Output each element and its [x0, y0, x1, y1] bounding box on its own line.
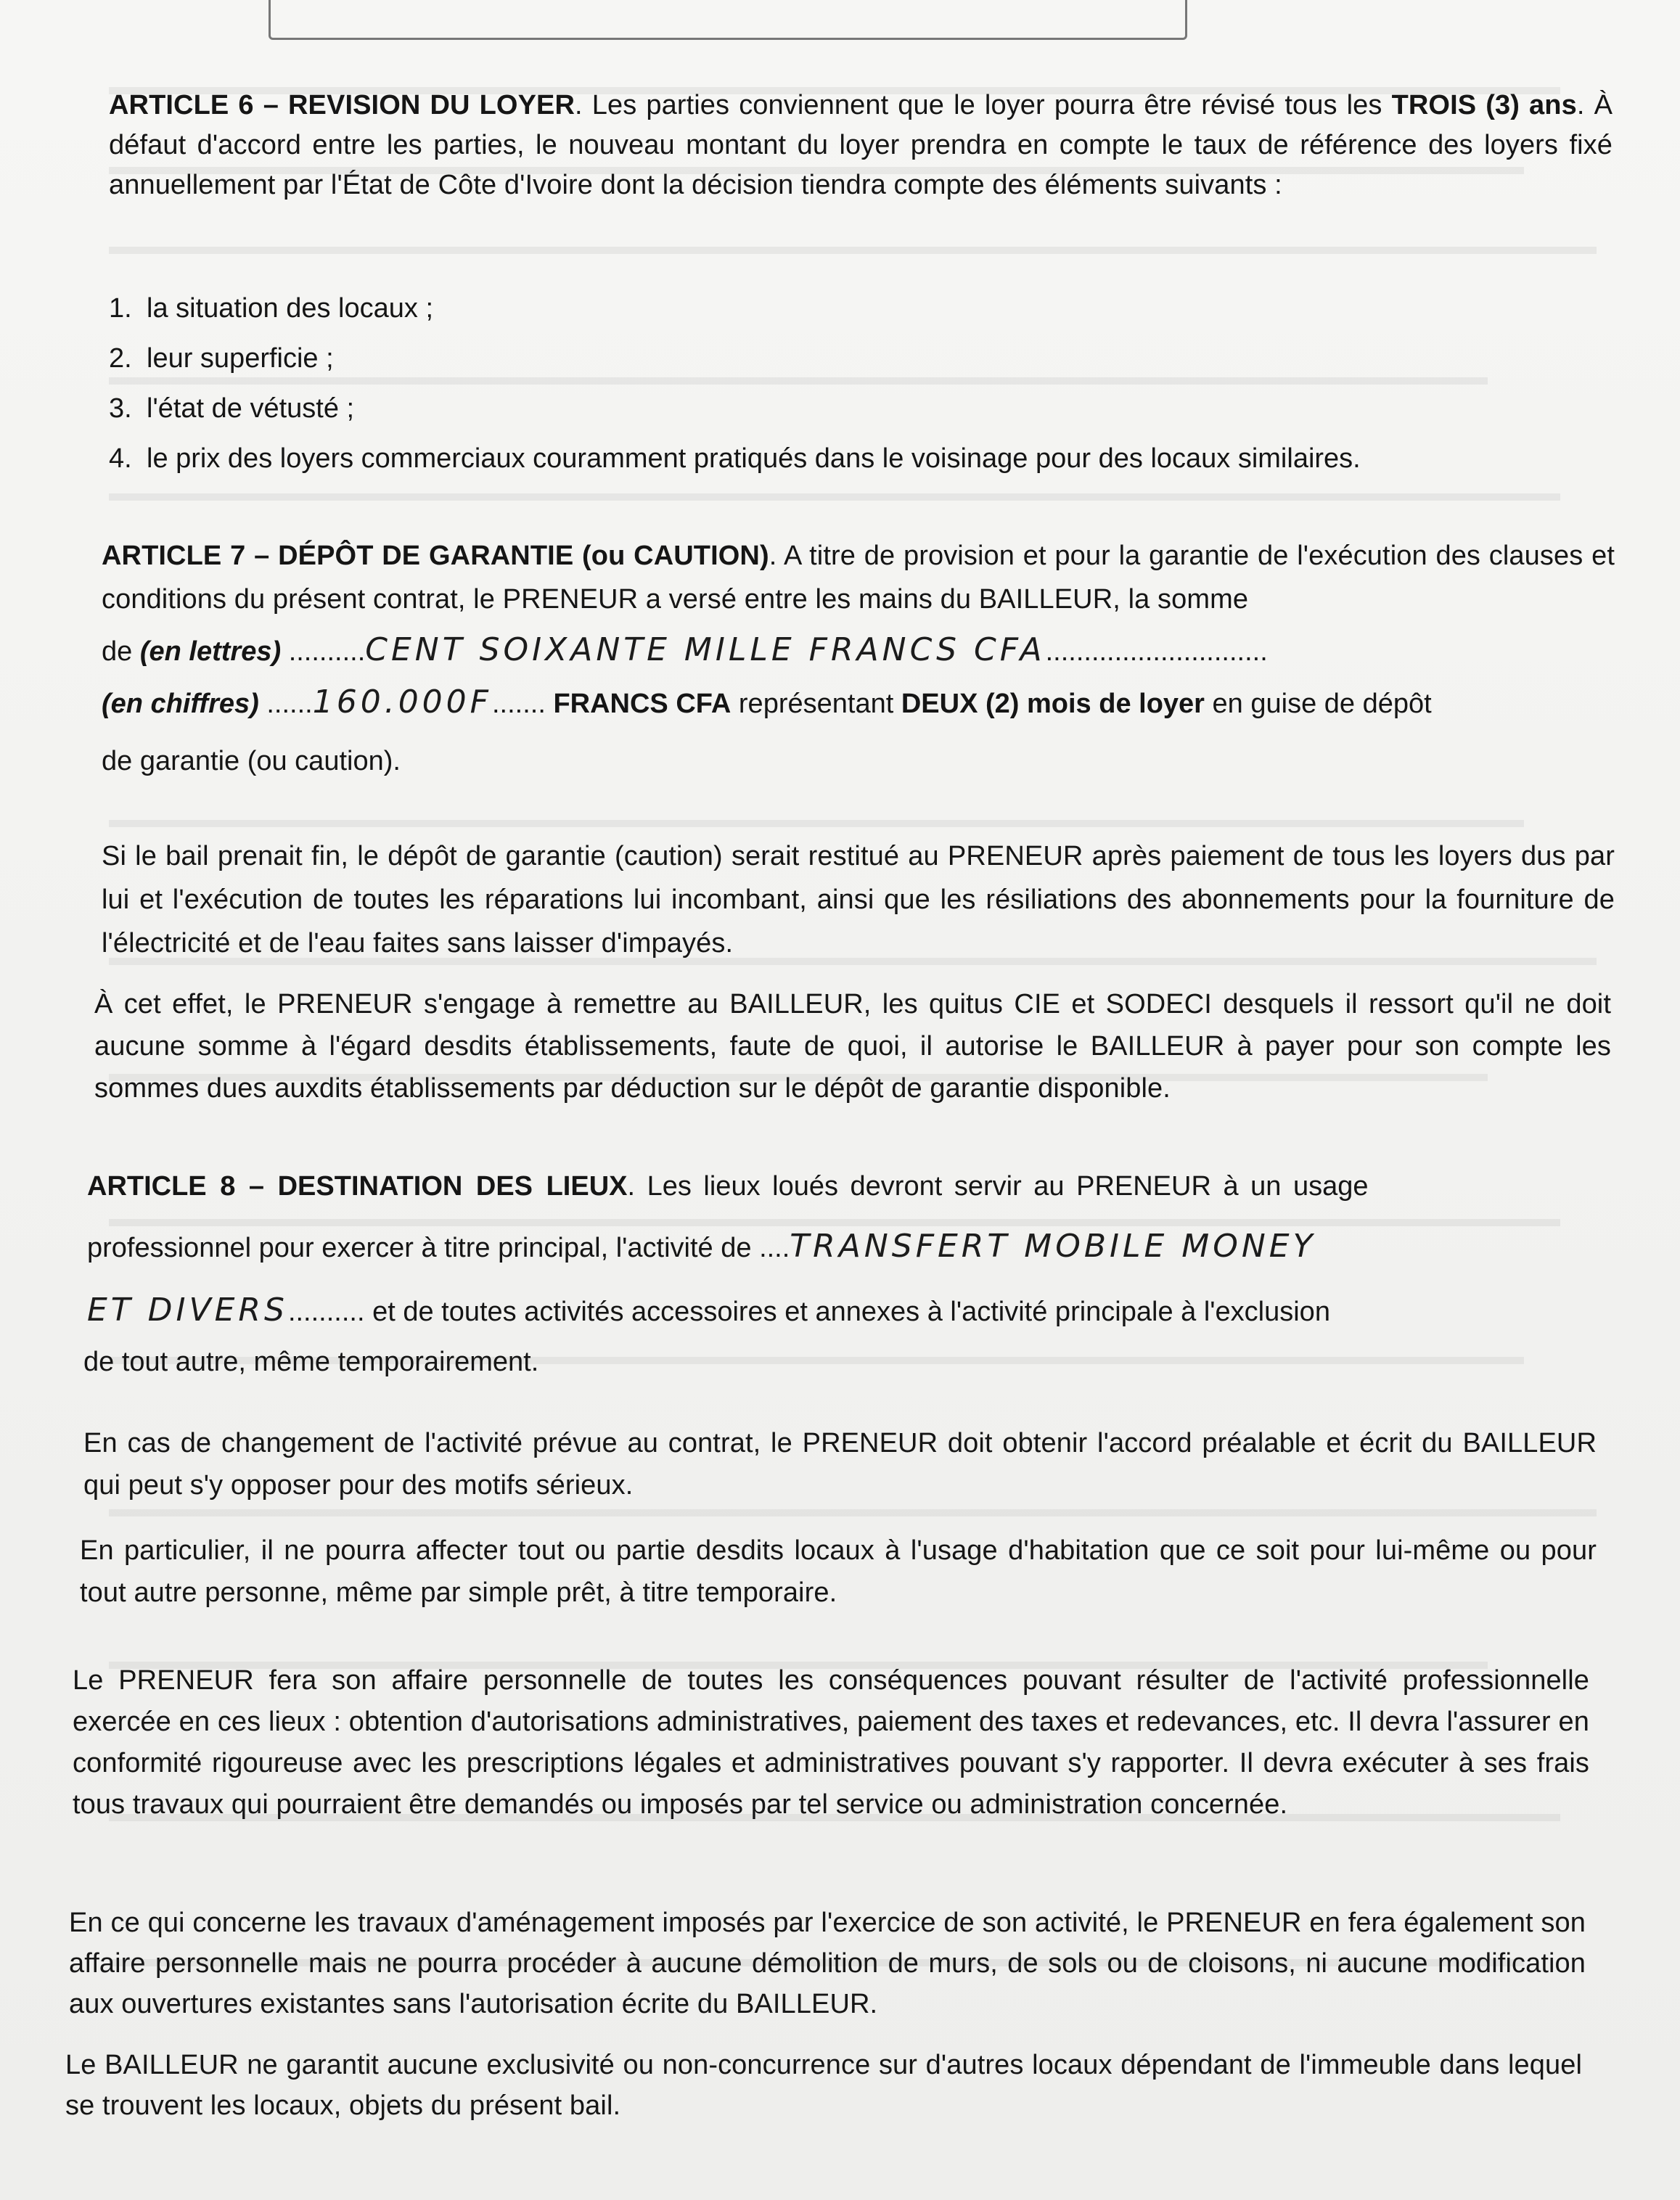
amount-figures-handwritten: 160.000F: [312, 684, 492, 721]
list-item: 3. l'état de vétusté ;: [109, 393, 355, 424]
article-6-heading: ARTICLE 6 – REVISION DU LOYER: [109, 90, 575, 120]
activity-line: professionnel pour exercer à titre principal, l'activité de ....TRANSFERT MOBILE MONEY: [87, 1228, 1316, 1265]
article-8-change: En cas de changement de l'activité prévue au contrat, le PRENEUR doit obtenir l'accord préalable et écrit du BAILLEUR qui peut s'y opposer pour des motifs sérieux.: [83, 1428, 1597, 1501]
list-item: 4. le prix des loyers commerciaux couramment pratiqués dans le voisinage pour des locaux similaires.: [109, 443, 1361, 474]
list-item: 1. la situation des locaux ;: [109, 293, 434, 324]
activity-line-2: ET DIVERS.......... et de toutes activités accessoires et annexes à l'activité principale à l'exclusion: [87, 1292, 1330, 1329]
list-item: 2. leur superficie ;: [109, 343, 334, 374]
currency-label: FRANCS CFA: [553, 689, 732, 719]
article-6-paragraph: [109, 86, 1613, 205]
purpose-line: de garantie (ou caution).: [102, 746, 401, 776]
article-8-heading-line: ARTICLE 8 – DESTINATION DES LIEUX. Les lieux loués devront servir au PRENEUR à un usage: [87, 1171, 1369, 1202]
article-8-works: En ce qui concerne les travaux d'aménagement imposés par l'exercice de son activité, le PRENEUR en fera également son affaire personnelle mais ne pourra procéder à aucune démolition de murs, de sols ou de cloisons, ni aucune modification aux ouvertures existantes sans l'autorisation écrite du BAILLEUR.: [69, 1908, 1586, 2019]
article-7-quitus: À cet effet, le PRENEUR s'engage à remettre au BAILLEUR, les quitus CIE et SODECI desquels il ressort qu'il ne doit aucune somme à l'égard desdits établissements, faute de quoi, il autorise le BAILLEUR à payer pour son compte les sommes dues auxdits établissements par déduction sur le dépôt de garantie disponible.: [94, 989, 1611, 1104]
activity-handwritten-1: TRANSFERT MOBILE MONEY: [790, 1228, 1316, 1265]
label-letters: (en lettres): [139, 636, 282, 667]
article-8-heading: ARTICLE 8 – DESTINATION DES LIEUX: [87, 1171, 628, 1202]
activity-line-3: de tout autre, même temporairement.: [83, 1347, 539, 1377]
label-figures: (en chiffres): [102, 689, 259, 719]
article-6-period: TROIS (3) ans: [1391, 90, 1577, 120]
amount-figures-line: (en chiffres) ......160.000F....... FRANCS CFA représentant DEUX (2) mois de loyer en guise de dépôt: [102, 684, 1432, 721]
article-6-intro-a: . Les parties conviennent que le loyer pourra être révisé tous les: [575, 90, 1392, 120]
article-8-habitation: En particulier, il ne pourra affecter tout ou partie desdits locaux à l'usage d'habitation que ce soit pour lui-même ou pour tout autre personne, même par simple prêt, à titre temporaire.: [80, 1535, 1597, 1608]
article-8-exclusivity: Le BAILLEUR ne garantit aucune exclusivité ou non-concurrence sur d'autres locaux dépendant de l'immeuble dans lequel se trouvent les locaux, objets du présent bail.: [65, 2050, 1582, 2121]
amount-letters-handwritten: CENT SOIXANTE MILLE FRANCS CFA: [365, 631, 1046, 668]
article-7-restitution: Si le bail prenait fin, le dépôt de garantie (caution) serait restitué au PRENEUR après paiement de tous les loyers dus par lui et l'exécution de toutes les réparations lui incombant, ainsi que les résiliations des abonnements pour la fourniture de l'électricité et de l'eau faites sans laisser d'impayés.: [102, 841, 1615, 959]
amount-letters-line: de (en lettres) ..........CENT SOIXANTE MILLE FRANCS CFA.............................: [102, 631, 1268, 668]
activity-handwritten-2: ET DIVERS: [87, 1292, 288, 1329]
article-7-intro: ARTICLE 7 – DÉPÔT DE GARANTIE (ou CAUTION). A titre de provision et pour la garantie de l'exécution des clauses et conditions du présent contrat, le PRENEUR a versé entre les mains du BAILLEUR, la somme: [102, 541, 1615, 615]
article-8-consequences: Le PRENEUR fera son affaire personnelle de toutes les conséquences pouvant résulter de l'activité professionnelle exercée en ces lieux : obtention d'autorisations administratives, paiement des taxes et redevances, etc. Il devra l'assurer en conformité rigoureuse avec les prescriptions légales et administratives pouvant s'y rapporter. Il devra exécuter à ses frais tous travaux qui pourraient être demandés ou imposés par tel service ou administration concernée.: [73, 1665, 1589, 1820]
article-6-list: [109, 289, 1618, 479]
article-7-heading: ARTICLE 7 – DÉPÔT DE GARANTIE (ou CAUTION): [102, 541, 769, 571]
months-label: DEUX (2) mois de loyer: [901, 689, 1205, 719]
article-6-intro-b: . À défaut d'accord entre les parties, le nouveau montant du loyer prendra en compte le taux de référence des loyers fixé annuellement par l'État de Côte d'Ivoire dont la décision tiendra compte des éléments suivants :: [109, 90, 1613, 200]
